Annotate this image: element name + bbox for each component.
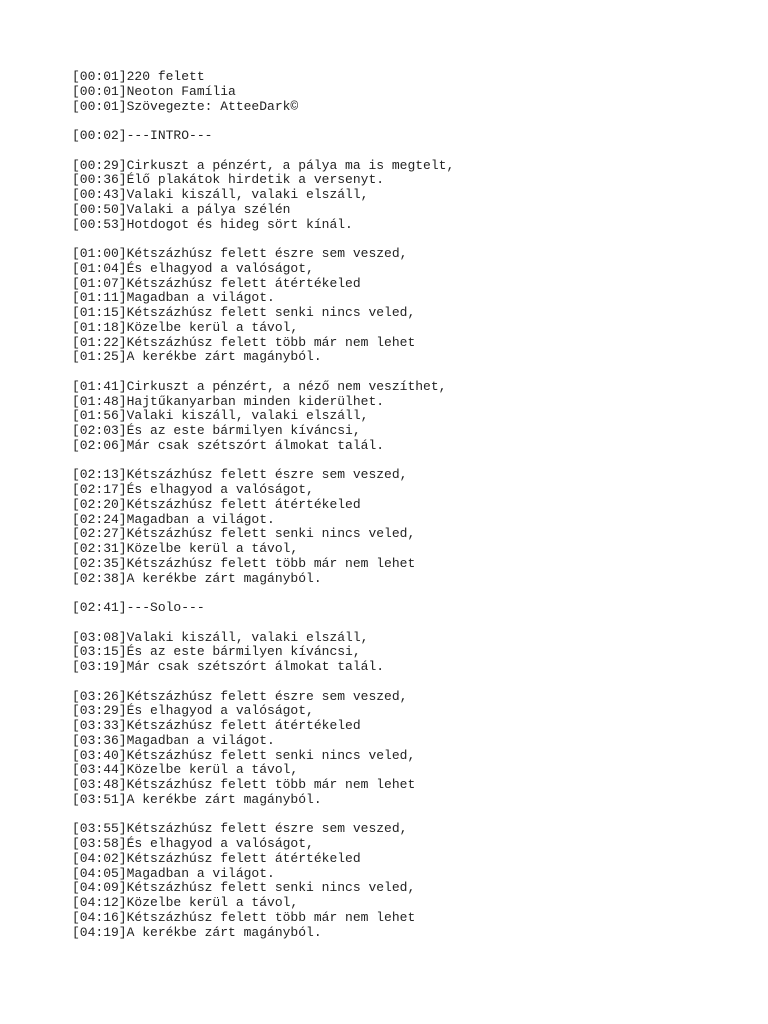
lyric-line: [03:55]Kétszázhúsz felett észre sem veszed,	[72, 821, 408, 837]
lyric-line: [00:01]Neoton Família	[72, 83, 236, 99]
lyric-line: [02:35]Kétszázhúsz felett több már nem lehet	[72, 555, 416, 571]
stanza-verse-2	[72, 380, 752, 454]
lyric-line: [03:33]Kétszázhúsz felett átértékeled	[72, 718, 361, 733]
lyric-line: [03:44]Közelbe kerül a távol,	[72, 762, 299, 778]
lyric-line: [01:07]Kétszázhúsz felett átértékeled	[72, 275, 361, 291]
lyrics-document	[72, 70, 752, 955]
stanza-solo	[72, 601, 752, 616]
lyric-line: [00:01]Szövegezte: AtteeDark©	[72, 98, 299, 114]
stanza-intro	[72, 129, 752, 144]
lyric-line: [03:08]Valaki kiszáll, valaki elszáll,	[72, 629, 369, 645]
lyric-line: [00:43]Valaki kiszáll, valaki elszáll,	[72, 187, 369, 202]
lyric-line: [02:24]Magadban a világot.	[72, 511, 275, 527]
lyric-line: [04:16]Kétszázhúsz felett több már nem lehet	[72, 909, 416, 925]
lyric-line: [04:19]A kerékbe zárt magányból.	[72, 924, 322, 940]
lyric-line: [01:41]Cirkuszt a pénzért, a néző nem veszíthet,	[72, 378, 447, 394]
lyric-line: [02:38]A kerékbe zárt magányból.	[72, 570, 322, 586]
lyric-line: [00:50]Valaki a pálya szélén	[72, 201, 291, 217]
lyric-line: [01:18]Közelbe kerül a távol,	[72, 319, 299, 335]
lyric-line: [01:48]Hajtűkanyarban minden kiderülhet.	[72, 393, 385, 409]
lyric-line: [04:02]Kétszázhúsz felett átértékeled	[72, 850, 361, 866]
lyric-line: [03:29]És elhagyod a valóságot,	[72, 703, 314, 719]
stanza-verse-3	[72, 631, 752, 675]
lyric-line: [02:41]---Solo---	[72, 600, 205, 615]
lyric-line: [01:11]Magadban a világot.	[72, 290, 275, 306]
stanza-chorus-2	[72, 468, 752, 586]
lyric-line: [03:48]Kétszázhúsz felett több már nem lehet	[72, 777, 416, 792]
lyric-line: [03:26]Kétszázhúsz felett észre sem veszed,	[72, 688, 408, 704]
lyric-line: [04:05]Magadban a világot.	[72, 865, 275, 881]
lyric-line: [03:51]A kerékbe zárt magányból.	[72, 791, 322, 807]
lyric-line: [03:19]Már csak szétszórt álmokat talál.	[72, 659, 385, 674]
lyric-line: [04:12]Közelbe kerül a távol,	[72, 895, 299, 910]
lyric-line: [03:58]És elhagyod a valóságot,	[72, 836, 314, 851]
lyric-line: [02:27]Kétszázhúsz felett senki nincs veled,	[72, 526, 416, 542]
lyric-line: [03:36]Magadban a világot.	[72, 732, 275, 748]
lyric-line: [00:53]Hotdogot és hideg sört kínál.	[72, 216, 353, 232]
lyric-line: [00:29]Cirkuszt a pénzért, a pálya ma is megtelt,	[72, 157, 455, 173]
stanza-verse-1	[72, 159, 752, 233]
stanza-chorus-4	[72, 822, 752, 940]
lyric-line: [01:00]Kétszázhúsz felett észre sem veszed,	[72, 246, 408, 261]
lyric-line: [04:09]Kétszázhúsz felett senki nincs veled,	[72, 880, 416, 896]
lyric-line: [00:36]Élő plakátok hirdetik a versenyt.	[72, 172, 385, 188]
lyric-line: [01:25]A kerékbe zárt magányból.	[72, 349, 322, 365]
lyric-line: [01:22]Kétszázhúsz felett több már nem lehet	[72, 334, 416, 350]
stanza-chorus-1	[72, 247, 752, 365]
lyric-line: [01:56]Valaki kiszáll, valaki elszáll,	[72, 408, 369, 424]
lyric-line: [00:01]220 felett	[72, 69, 205, 84]
stanza-header	[72, 70, 752, 114]
lyric-line: [03:40]Kétszázhúsz felett senki nincs veled,	[72, 747, 416, 763]
lyric-line: [02:06]Már csak szétszórt álmokat talál.	[72, 437, 385, 453]
lyric-line: [02:20]Kétszázhúsz felett átértékeled	[72, 496, 361, 512]
lyric-line: [01:15]Kétszázhúsz felett senki nincs veled,	[72, 305, 416, 320]
lyric-line: [02:03]És az este bármilyen kíváncsi,	[72, 423, 361, 438]
lyric-line: [01:04]És elhagyod a valóságot,	[72, 260, 314, 276]
lyric-line: [02:13]Kétszázhúsz felett észre sem veszed,	[72, 467, 408, 483]
lyric-line: [00:02]---INTRO---	[72, 128, 213, 143]
lyric-line: [02:17]És elhagyod a valóságot,	[72, 482, 314, 497]
stanza-chorus-3	[72, 690, 752, 808]
lyric-line: [03:15]És az este bármilyen kíváncsi,	[72, 644, 361, 660]
lyric-line: [02:31]Közelbe kerül a távol,	[72, 541, 299, 556]
